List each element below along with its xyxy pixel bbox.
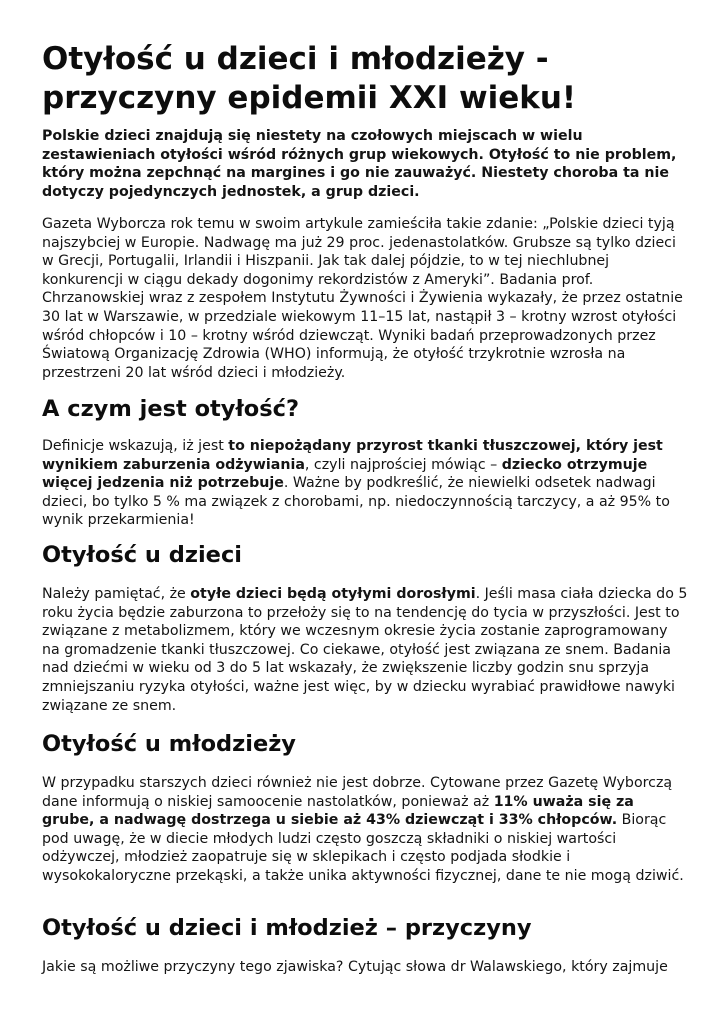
heading-obesity-children: Otyłość u dzieci	[42, 542, 242, 568]
heading-what-is-obesity: A czym jest otyłość?	[42, 396, 300, 422]
emphasis-obese-adults: otyłe dzieci będą otyłymi dorosłymi	[190, 586, 476, 602]
paragraph-obesity-children: Należy pamiętać, że otyłe dzieci będą otyłymi dorosłymi. Jeśli masa ciała dziecka do 5 roku życia będzie zaburzona to przełoży się to na tendencję do tycia w przyszłości. Jest to związane z metabolizmem, który we wczesnym okresie życia zostanie zaprogramowany na gromadzenie tkanki tłuszczowej. Co ciekawe, otyłość jest związana ze snem. Badania nad dziećmi w wieku od 3 do 5 lat wskazały, że zwiększenie liczby godzin snu sprzyja zmniejszaniu ryzyka otyłości, ważne jest więc, by w dziecku wyrabiać prawidłowe nawyki związane ze snem.	[42, 586, 688, 714]
lead-paragraph: Polskie dzieci znajdują się niestety na czołowych miejscach w wielu zestawieniach otyłości wśród różnych grup wiekowych. Otyłość to nie problem, który można zepchnąć na margines i go nie zauważyć. Niestety choroba ta nie dotyczy pojedynczych jednostek, a grup dzieci.	[42, 128, 677, 200]
heading-obesity-youth: Otyłość u młodzieży	[42, 731, 296, 757]
paragraph-obesity-youth: W przypadku starszych dzieci również nie jest dobrze. Cytowane przez Gazetę Wyborczą dane informują o niskiej samoocenie nastolatków, ponieważ aż 11% uważa się za grube, a nadwagę dostrzega u siebie aż 43% dziewcząt i 33% chłopców. Biorąc pod uwagę, że w diecie młodych ludzi często goszczą składniki o niskiej wartości odżywczej, młodzież zaopatruje się w sklepikach i często podjada słodkie i wysokokaloryczne przekąski, a także unika aktywności fizycznej, dane te nie mogą dziwić.	[42, 775, 684, 884]
heading-causes: Otyłość u dzieci i młodzież – przyczyny	[42, 915, 532, 941]
intro-paragraph: Gazeta Wyborcza rok temu w swoim artykule zamieściła takie zdanie: „Polskie dzieci tyją najszybciej w Europie. Nadwagę ma już 29 proc. jedenastolatków. Grubsze są tylko dzieci w Grecji, Portugalii, Irlandii i Hiszpanii. Jak tak dalej pójdzie, to w tej niechlubnej konkurencji w ciągu dekady dogonimy rekordzistów z Ameryki”. Badania prof. Chrzanowskiej wraz z zespołem Instytutu Żywności i Żywienia wykazały, że przez ostatnie 30 lat w Warszawie, w przedziale wiekowym 11–15 lat, nastąpił 3 – krotny wzrost otyłości wśród chłopców i 10 – krotny wśród dziewcząt. Wyniki badań przeprowadzonych przez Światową Organizację Zdrowia (WHO) informują, że otyłość trzykrotnie wzrosła na przestrzeni 20 lat wśród dzieci i młodzieży.	[42, 216, 683, 381]
paragraph-what-is-obesity: Definicje wskazują, iż jest to niepożądany przyrost tkanki tłuszczowej, który jest wynikiem zaburzenia odżywiania, czyli najprościej mówiąc – dziecko otrzymuje więcej jedzenia niż potrzebuje. Ważne by podkreślić, że niewielki odsetek nadwagi dzieci, bo tylko 5 % ma związek z chorobami, np. niedoczynnością tarczycy, a aż 95% to wynik przekarmienia!	[42, 438, 670, 529]
paragraph-causes: Jakie są możliwe przyczyny tego zjawiska? Cytując słowa dr Walawskiego, który zajmuje	[42, 959, 668, 975]
emphasis-overfeeding: dziecko otrzymuje więcej jedzenia niż potrzebuje	[42, 456, 648, 492]
emphasis-statistics: 11% uważa się za grube, a nadwagę dostrzega u siebie aż 43% dziewcząt i 33% chłopców.	[42, 793, 634, 829]
page-title: Otyłość u dzieci i młodzieży - przyczyny epidemii XXI wieku!	[42, 41, 577, 116]
emphasis-definition: to niepożądany przyrost tkanki tłuszczowej, który jest wynikiem zaburzenia odżywiania	[42, 438, 663, 473]
